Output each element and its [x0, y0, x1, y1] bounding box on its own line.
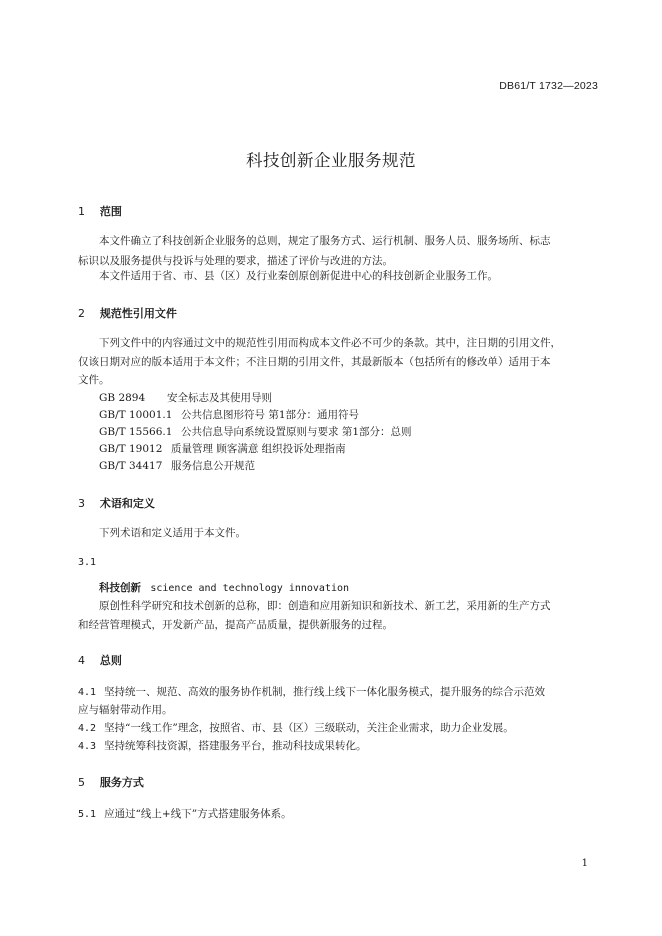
section-heading-2 [78, 305, 177, 321]
clause-text: 应通过“线上+线下”方式搭建服务体系。 [104, 808, 292, 820]
reference-code: GB 2894 [99, 392, 146, 404]
reference-title: 质量管理 顾客满意 组织投诉处理指南 [171, 443, 346, 455]
section-number: 2 [78, 307, 85, 320]
section-title: 服务方式 [99, 776, 144, 789]
definition-line: 原创性科学研究和技术创新的总称，即：创造和应用新知识和新技术、新工艺，采用新的生产方式 [99, 600, 551, 612]
definition-line: 和经营管理模式，开发新产品，提高产品质量，提供新服务的过程。 [78, 619, 393, 631]
paragraph-line: 本文件适用于省、市、县（区）及行业秦创原创新促进中心的科技创新企业服务工作。 [99, 270, 498, 282]
clause-number: 5.1 [78, 809, 97, 820]
clause-number: 4.1 [78, 687, 97, 698]
paragraph-line: 下列文件中的内容通过文中的规范性引用而构成本文件必不可少的条款。其中，注日期的引用文件， [99, 337, 561, 349]
page-number: 1 [581, 858, 588, 869]
document-id: DB61/T 1732—2023 [499, 80, 598, 92]
section-heading-4 [78, 652, 122, 668]
section-title: 总则 [99, 654, 122, 667]
page-title: 科技创新企业服务规范 [246, 151, 416, 170]
reference-code: GB/T 15566.1 [99, 426, 173, 438]
term-english: science and technology innovation [150, 583, 350, 594]
reference-item [99, 456, 255, 476]
section-number: 1 [78, 205, 85, 218]
section-title: 范围 [99, 205, 122, 218]
paragraph-line: 本文件确立了科技创新企业服务的总则，规定了服务方式、运行机制、服务人员、服务场所、标志 [99, 235, 551, 247]
section-number: 5 [78, 776, 85, 789]
clause-item [78, 804, 292, 825]
clause-number: 3.1 [78, 557, 97, 568]
reference-code: GB/T 10001.1 [99, 409, 173, 421]
reference-title: 公共信息导向系统设置原则与要求 第1部分：总则 [181, 426, 412, 438]
section-title: 术语和定义 [99, 497, 155, 510]
section-number: 3 [78, 497, 85, 510]
section-number: 4 [78, 654, 85, 667]
clause-text: 坚持统筹科技资源，搭建服务平台，推动科技成果转化。 [104, 740, 367, 752]
clause-item [78, 736, 367, 757]
clause-text-continued: 应与辐射带动作用。 [78, 704, 173, 716]
reference-code: GB/T 34417 [99, 460, 163, 472]
paragraph-line: 仅该日期对应的版本适用于本文件；不注日期的引用文件，其最新版本（包括所有的修改单）适用于本 [78, 356, 551, 368]
clause-text: 坚持“一线工作”理念，按照省、市、县（区）三级联动，关注企业需求，助力企业发展。 [104, 722, 514, 734]
reference-title: 公共信息图形符号 第1部分：通用符号 [181, 409, 360, 421]
section-title: 规范性引用文件 [99, 307, 177, 320]
reference-code: GB/T 19012 [99, 443, 163, 455]
paragraph-line: 下列术语和定义适用于本文件。 [99, 527, 246, 539]
term-number [78, 552, 104, 573]
clause-number: 4.2 [78, 723, 97, 734]
reference-title: 服务信息公开规范 [171, 460, 255, 472]
clause-number: 4.3 [78, 741, 97, 752]
paragraph-line: 标识以及服务提供与投诉与处理的要求，描述了评价与改进的方法。 [78, 255, 393, 267]
section-heading-5 [78, 774, 144, 790]
reference-title: 安全标志及其使用导则 [167, 392, 272, 404]
section-heading-3 [78, 495, 155, 511]
term-chinese: 科技创新 [99, 582, 141, 594]
paragraph-line: 文件。 [78, 374, 110, 386]
section-heading-1 [78, 203, 122, 219]
clause-text: 坚持统一、规范、高效的服务协作机制，推行线上线下一体化服务模式，提升服务的综合示范效 [104, 686, 546, 698]
